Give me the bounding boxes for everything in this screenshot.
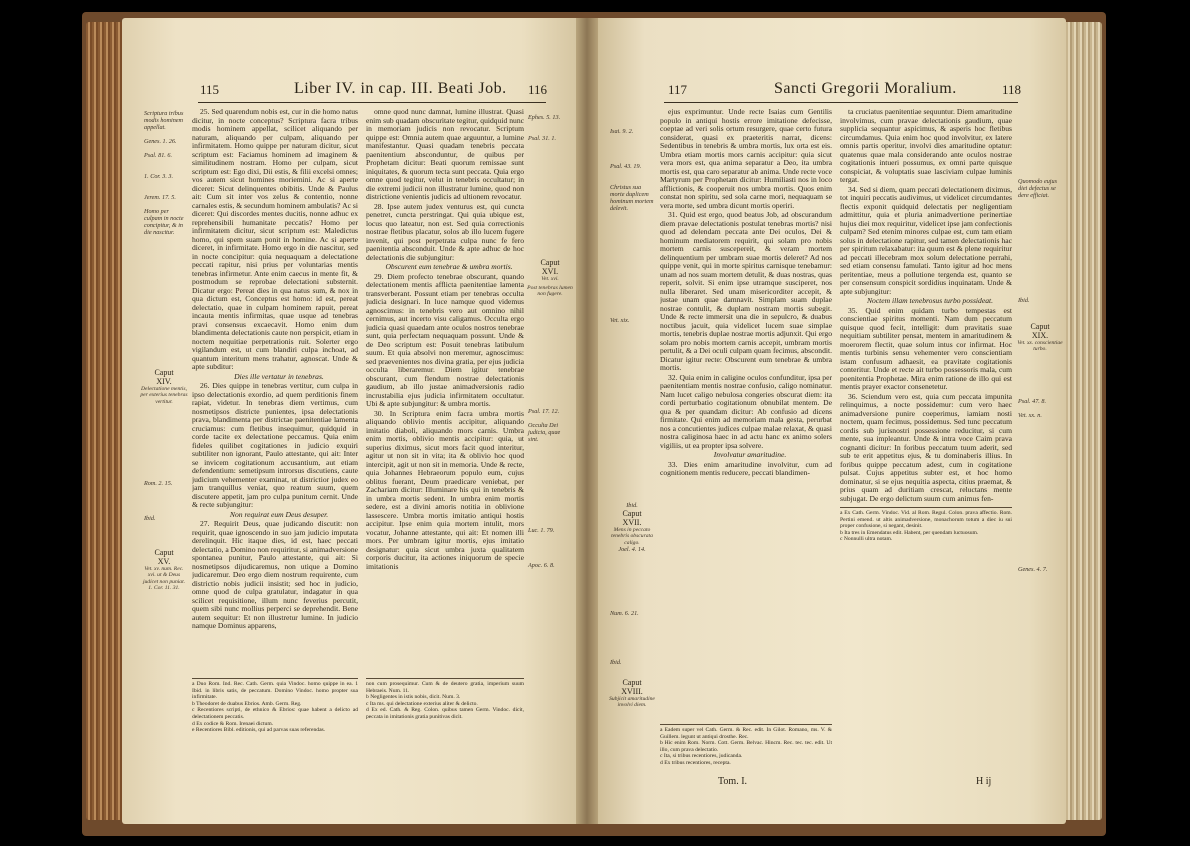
margin-note: Luc. 1. 79. xyxy=(528,527,555,534)
margin-notes-right-lower xyxy=(1018,398,1062,573)
paragraph: 32. Quia enim in caligine oculos confunditur, ipsa per paenitentiam mentis nostrae confusio, caligo nominatur. Nam lucet caligo nebulosa congeries obscurat diem: ita cordi perturbatio cogitationum obnubilat mentem. De qua & per quandam dicitur: Ab confusio ad dicens firmitate. Qui enim ad memoriam mala gesta, perurbat nos a concutientes judices culpae malae relaxat, & quasi nostra caliginosa haec in ad actu hanc ex animo solers vigiliis, ut ea propter ipsa solvere. xyxy=(660,372,832,450)
margin-note: Jerem. 17. 5. xyxy=(144,194,176,201)
caput-number: XVIII. xyxy=(621,687,643,696)
margin-note: Scriptura tribus modis hominem appellat. xyxy=(144,110,184,131)
paragraph: 29. Diem profecto tenebrae obscurant, quando delectationem mentis afflicta paenitentiae lamenta transverberant. Possunt etiam per tenebras occulta judicia designari. In luce namque quod videmus agnoscimus: in tenebris vero aut omnino nihil cernimus, aut incerto visu caligamus. Occulta ergo judicia quasi quaedam ante oculos nostros tenebrae sunt, quia perfectam nequaquam possunt. Unde & de Deo scriptum est: Posuit tenebras latibulum suum. Et quia absolvi non meremur, agnoscimus: sed praevenientes nos divina gratia, per ejus judicia occulta liberaremur. Diem igitur tenebrae obscurant, cum flendum nostrae delectationis gaudium, ab illo justae animadversionis radio incrustabilia ejus judicia infirmitatem occultatur. Ubi & apte subjungitur: & umbra mortis. xyxy=(366,271,524,408)
footnote: c Ita, si tribus recentiores, judicanda. xyxy=(660,753,743,760)
margin-note: Ibid. xyxy=(144,515,156,522)
caput-heading xyxy=(1016,322,1064,353)
margin-note: Vet. xix. xyxy=(610,317,630,324)
caput-title: Caput xyxy=(154,368,174,377)
margin-note: Quomodo eujus diei defectus se dere efficiat. xyxy=(1018,178,1058,199)
footnote: c Nonnulli ultra notam. xyxy=(840,536,893,543)
footnote: non cum prosequimur. Cum & de deutero gratia, imperium suum Hebraeis. Num. 11. xyxy=(366,681,524,694)
verse-heading: Noctem illam tenebrosus turbo possideat. xyxy=(866,296,994,305)
margin-note: Ibid. xyxy=(626,502,638,509)
margin-notes-left-lower xyxy=(144,480,188,522)
running-header: Sancti Gregorii Moralium. xyxy=(774,80,957,97)
margin-note: Num. 6. 21. xyxy=(610,610,639,617)
paragraph: 28. Ipse autem judex venturus est, qui cuncta penetret, cuncta perstringat. Qui quia ubique est, locus quo lateatur, non est. Sed quia correctionis nostrae fletibus placatur, solos ab illo lucem fugere invenit, qui post perpetrata culpa nunc fe fero paenitentia absconduit. Unde & apte adhuc de hoc delectationis die subjungitur: xyxy=(366,201,524,262)
footnote: b Ita tres in Emendatus edit. Habent, per quendam luctuosum. xyxy=(840,529,979,536)
caput-number: XV. xyxy=(157,557,171,566)
margin-note: Christus sua morte duplicem hominum mortem delevit. xyxy=(610,184,654,212)
running-header: Liber IV. in cap. III. Beati Job. xyxy=(294,80,507,97)
caput-heading xyxy=(526,258,574,298)
footnote: d Ex ed. Cath. & Reg. Colon. quibus tamen Germ. Vindoc. dicit, peccata in imitationis gratia punitivas dicit. xyxy=(366,707,524,720)
margin-note: Genes. 1. 26. xyxy=(144,138,177,145)
text-column-1 xyxy=(660,108,832,722)
margin-note: Post tenebras lumen non fugere. xyxy=(527,285,573,298)
margin-note: 1. Cor. 11. 31. xyxy=(148,585,180,592)
footnote: d Ex codice & Rom. Irenaei dictum. xyxy=(192,720,274,727)
caput-heading xyxy=(140,368,188,405)
caput-title: Caput xyxy=(1030,322,1050,331)
verse-heading: Involvatur amaritudine. xyxy=(713,450,787,459)
footnote: b Hic enim Rom. Norm. Cott. Germ. Belvac. Hincm. Rec. tec. tec. edit. Ut illo, cum prava delectatio. xyxy=(660,740,832,753)
margin-note: Psal. 47. 8. xyxy=(1018,398,1047,405)
margin-note: Ibid. xyxy=(1018,297,1030,304)
margin-note: Isai. 9. 2. xyxy=(610,128,634,135)
caput-note: Vet. xv. num. Rec. xvi. ut & Deus judicet non puniat. xyxy=(142,566,186,585)
header-rule xyxy=(664,102,1018,103)
footnote: d Ex tribus recentiores, recepta. xyxy=(660,759,731,766)
left-page xyxy=(122,18,576,824)
open-book xyxy=(82,12,1106,836)
footnote: e Recentiores Bibl. editionis, qui ad parvas suas referendas. xyxy=(192,727,326,734)
footnote: c Ita ms. qui delectatione exterius aliter & delicto. xyxy=(366,700,478,707)
margin-note: Psal. 43. 19. xyxy=(610,163,642,170)
caput-title: Caput xyxy=(154,548,174,557)
verse-heading: Dies ille vertatur in tenebras. xyxy=(234,371,324,381)
margin-note: Psal. 31. 1. xyxy=(528,135,557,142)
margin-note: Apoc. 6. 8. xyxy=(528,562,555,569)
paragraph: 27. Requirit Deus, quae judicando discutit: non requirit, quae ignoscendo in suo jam judicio imputata derelinquit. Hic itaque dies, id est, haec peccati delectatio, a Domino non requiritur, si animadversione spontanea punitur, Paulo attestante, qui ait: Si nosmetipsos dijudicaremus, non utique a Domino judicaremur. Deo ergo diem nostrum requirente, cum districtio nobis judicii insistit; sed hoc in judicio, omne quod de culpa gratulatur, indagatur in qua scilicet requisitione, illum nunc feverius percutit, quem sibi nunc mollius perperci se deprehendit. Bene autem sequitur: Et non illustretur lumine. In judicio namque Dominus apparens, xyxy=(192,519,358,630)
caput-number: XVI. xyxy=(541,267,559,276)
footnote: a Ex Cath. Germ. Vindoc. Vid. al Rom. Regul. Colon. prava affectio. Rom. Pertini emend. ut altis animadversione, monachorum totum a diec iu sui proper confusione, si negant, desinit. xyxy=(840,510,1012,530)
caput-title: Caput xyxy=(622,678,642,687)
margin-note: Rom. 2. 15. xyxy=(144,480,173,487)
book-gutter xyxy=(576,18,598,824)
caput-note: Delectatione mentis, per exterius tenebras vertitur. xyxy=(140,386,188,405)
footnotes-left xyxy=(660,724,832,773)
footnotes-right xyxy=(366,678,524,765)
paragraph: 34. Sed si diem, quam peccati delectationem diximus, tot inquiri peccatis audivimus, ut videlicet circumdantes flectis exponit quidquid delectatis per negligentiam admittitur, quia et pluria animadvertione perinertiae hujus diei mox requiritur, videlicet ipse jam confectionis culpam? Sed etenim minores culpae est, cum tam etiam solus in delectatione rapitur, sed tamen delectationis hac per spiritum relaxabatur: ita quum est & plene requiritur ad peccati illecebram mox solum delectatione perrahi, sed etiam consensu famulati. Tanto igitur ad hoc mens peritentiae, meus a pollutione tergenda est, quanto se per consensum conspicit sordidius inquinatam. Unde & apte subjungitur: xyxy=(840,184,1012,296)
caput-heading xyxy=(606,678,658,709)
footnote: a Eadem super vel Cath. Germ. & Rec. edit. In Gilot. Romano, ms. V. & Guillem. legunt ut antiqui drosthe. Rec. xyxy=(660,727,832,740)
margin-note: Psal. 17. 12. xyxy=(528,408,560,415)
margin-note: Joel. 4. 14. xyxy=(618,546,646,554)
caput-number: XIX. xyxy=(1031,331,1049,340)
header-rule xyxy=(198,102,546,103)
margin-note: Vet. xx. n. xyxy=(1018,412,1042,419)
caput-title: Caput xyxy=(622,509,642,518)
volume-mark: Tom. I. xyxy=(718,776,748,787)
text-column-1 xyxy=(192,108,358,668)
footnotes-left xyxy=(192,678,358,765)
footnotes-right xyxy=(840,507,1012,543)
caput-heading xyxy=(606,502,658,553)
caput-number: XIV. xyxy=(156,377,172,386)
margin-note: Ibid. xyxy=(610,659,622,666)
right-page xyxy=(598,18,1066,824)
page-number: 115 xyxy=(200,82,220,97)
footnote: b Theodoret de duabus Ebrios. Amb. Germ. Reg. xyxy=(192,700,302,707)
margin-note: Psal. 81. 6. xyxy=(144,152,173,159)
margin-note: Ephes. 5. 13. xyxy=(528,114,561,121)
margin-note: Homo per culpam in nocte concipitur, & in die nascitur. xyxy=(144,208,184,236)
paragraph: ta cruciatus paenitentiae sequuntur. Diem amaritudine involvimus, cum pravae delectationis gaudium, quae supplicia sequantur aspicimus, & asperis hoc fletibus circumdamus. Quia enim hoc quod involvitur, ex latere omnis partis operitur, involvi dies amaritudine optatur: quatenus quae mala considerando ante oculos nostrae cogitationis intueri possumus, ex omni parte quisque conspiciat, & voluptatis suae lasciviam culpae luminis tergat. xyxy=(840,108,1012,184)
page-number: 118 xyxy=(1002,82,1022,97)
right-page-edges xyxy=(1066,22,1102,820)
paragraph: 30. In Scriptura enim facra umbra mortis aliquando oblivio mentis accipitur, aliquando imitatio diaboli, aliquando mors carnis. Umbra enim mortis, oblivio mentis accipitur: quia, ut superius diximus, sicut mors facit quod interitur, agitur ut non sit in vita; ita & oblivio hoc quod intercipit, agit ut non sit in memoria. Unde & recte, quia Johannes Hebraeorum populo eum, cujus oblitus fuerant, Deum praedicare veniebat, per Zachariam dicitur: Illuminare his qui in tenebris & in umbra mortis sedent. In umbra enim mortis sedere, est a divini amoris notitia in oblivione lassescere. Umbra mortis imitatio antiqui hostis accipitur. Ipse enim quia mortem intulit, mors vocatur, Johanne attestante, qui ait: Et nomen illi mors. Per umbram igitur mortis, ejus imitatio designatur: quia sicut umbra juxta qualitatem corporis ducitur, ita actiones iniquorum de specie imitationis xyxy=(366,408,524,571)
margin-notes-left xyxy=(144,110,188,236)
signature-mark: H ij xyxy=(976,776,992,787)
caput-number: XVII. xyxy=(622,518,642,527)
text-column-2 xyxy=(840,108,1012,824)
margin-notes-right xyxy=(1018,178,1062,304)
page-number: 117 xyxy=(668,82,688,97)
margin-notes-right-lower xyxy=(528,408,572,569)
paragraph: 36. Sciendum vero est, quia cum peccata impunita relinquimus, a nocte possidemur: cum vero haec animadversione punire coeperimus, iamiam nosti noctem, quam fecimus, possidemus. Sed tunc peccatum cordis sub jurisnostri possessione reducitur, si cum mente, sua impleantur. Unde & intra voce Caim prava cognanti dicitur: In foribus peccatum tuum aderit, sed sub te erit appetitus ejus, & tu dominaberis illius. In foribus quippe peccatum adest, cum in cogitatione pulsat. Cujus appetitus subter est, et hoc homo dominatur, si se ejus nequitia aspecta, citius praemat, & prius quam ad duritiam crescat, reluctans mente subjugat. De ergo delictum suum cum animus fen- xyxy=(840,391,1012,503)
margin-notes-left xyxy=(610,128,654,324)
caput-note: Subjicit amaritudine involvi diem. xyxy=(609,696,655,709)
paragraph: 26. Dies quippe in tenebras vertitur, cum culpa in ipso delectationis exordio, ad quem perditionis finem rapiat, videtur. In tenebras diem vertimus, cum nosmetipsos districte punientes, ipsa delectationis prava, blandimenta per districtae paenitentiae lamenta cruciamus: cum fletibus insequimur, quidquid in corde tacite ex delectatione peccamus. Quia enim fideles quilibet cogitationes in judicio exquiri subtiliter non ignorant, Paulo attestante, qui ait: Inter se invicem cogitationum accusantium, aut etiam defendentium: semetipsum introrsus discutiens, caute judicium vehementer examinat, ut districtior judex eo jam tranquillus veniat, quo reatum suum, quem discutere appetit, jam pro culpa punitum cernit. Unde & recte subjungitur: xyxy=(192,381,358,509)
caput-heading xyxy=(140,548,188,592)
paragraph: 33. Dies enim amaritudine involvitur, cum ad cognitionem mentis reducere, peccati blandimen- xyxy=(660,459,832,477)
margin-notes-left-lower xyxy=(610,610,654,666)
margin-note: Genes. 4. 7. xyxy=(1018,566,1048,573)
margin-note: 1. Cor. 3. 3. xyxy=(144,173,174,180)
caput-note: Vet. xvi. xyxy=(541,276,559,282)
verse-heading: Obscurent eum tenebrae & umbra mortis. xyxy=(385,262,513,271)
paragraph: 35. Quid enim quidam turbo tempestas est conscientiae spiritus momenti. Nam dum peccatum quisque quod fecit, intelligit: dum pravitatis suae nequitiam subtiliter pensat, mentem in amaritudinem & moerorem flectit, quae solum intus cor infirmat. Hoc mentis turbinis sensu vehementer vero conscientiam istam confusum adhaesit, ea pravitate cogitationis conteritur. Unde et recte ait turbo possessoris mala, cum poenitentia Prophetae. Mira enim ratione de illo qui est mentis prayer exactor consenetetur. xyxy=(840,305,1012,391)
paragraph: 25. Sed quarendum nobis est, cur in die homo natus dicitur, in nocte conceptus? Scriptura facra tribus modis hominem appellat, scilicet aliquando per naturam, aliquando per culpam, aliquando per infirmitatem. Homo quippe per naturam dicitur, sicut scriptum est: Faciamus hominem ad imaginem & similitudinem nostram. Homo per culpam, sicut scriptum est: Ego dixi, Dii estis, & filii excelsi omnes; vos autem sicut homines moriemini. Ac si aperte diceret: Sicut delinquentes obibitis. Unde & Paulus ait: Cum sit inter vos zelus & contentio, nonne carnales estis, & secundum hominem ambulatis? Ac si diceret: Qui discordes mentes ducitis, nonne adhuc ex reprehensibili humanitate peccatis? Homo per infirmitatem dicitur, sicut scriptum est: Maledictus homo, qui spem suam ponit in homine. Ac si aperte diceret, in infirmitate. Homo ergo in die nascitur, sed in nocte concipitur: quia nequaquam a delectatione peccati rapitur, nisi prius per voluntarias mentis tenebras infirmetur. Ante enim caecus in mente fit, & postmodum se reprobae delectationi substernit. Dicatur ergo: Pereat dies in qua natus sum, & nox in qua dictum est, Conceptus est homo: id est, pereat delectatio, quae in culpam hominem rapuit, pereat incauta mentis infirmitas, quae usque ad tenebras pravi consensus excaecavit. Homo enim dum blandimenta delectationis caute non perspicit, etiam in noctem nequitiae perpetrationis ruit. Solerter ergo vigilandum est, ut cum blandiri culpa inchoat, ad quantum interitum mens trahatur, agnoscat. Unde & apte subditur: xyxy=(192,108,358,371)
margin-notes-right xyxy=(528,114,572,198)
text-column-2 xyxy=(366,108,524,668)
paragraph: omne quod nunc damnat, lumine illustrat. Quasi enim sub quadam obscuritate tegitur, quidquid nunc in memoriam judicis non revocatur. Scriptum quippe est: Omnia autem quae arguuntur, a lumine manifestantur. Quasi quadam tenebris peccata paenitentium absconduntur, de quibus per Prophetam dicitur: Beati quorum remissae sunt iniquitates, & quorum tecta sunt peccata. Quia ergo omne quod tegitur, velut in tenebris occultatur; in die extremi judicii non illustratur lumine, quod non districtione venientis judicis ad ultionem revocatur. xyxy=(366,108,524,201)
paragraph: 31. Quid est ergo, quod beatus Job, ad obscurandum diem pravae delectationis postulat tenebras mortis? nisi quod ad delendam peccata ante Dei oculos, Dei & hominum mediatorem requirit, qui solam pro nobis mortem carnis suscepereit, & veram mortem delinquentium per umbram suae mortis deleret? Ad nos quippe venit, qui in morte spiritus carnisque tenebamur: unam ad nos suam mortem detulit, & duas nostras, quas reperit, solvit. Si enim ipse utramque susciperet, nos nulla liberaret. Sed unam misericorditer accepit, & justae unam quae damnavit. Simplam suam duplae nostrae contulit, & duplam nostram mortis subegit. Unde & recte immersit una die in sepulcro, & duabus noctibus jacuit, quia videlicet lucem suae simplae mortis, tenebris duplae nostrae mortis adjunxit. Qui ergo solam pro nobis mortem carnis accepit, umbram mortis pertulit, & a Dei oculi culpam quam fecimus, abscondit. Dicatur igitur recte: Obscurent eum tenebrae & umbra mortis. xyxy=(660,210,832,372)
footnote: a Duo Rom. Ind. Rec. Cath. Germ. quia Vindoc. homo quippe in ea. 1 Ibid. in libris satis, de peccatum. Domino Vindoc. homo propter sua infirmitate. xyxy=(192,681,358,701)
left-page-edges xyxy=(86,22,122,820)
verse-heading: Non requirat eum Deus desuper. xyxy=(229,509,329,519)
footnote: c Recentiores scripti, de ethnico & Ebrios: quae habent a delicto ad delectationem peccatis. xyxy=(192,707,358,720)
caput-title: Caput xyxy=(540,258,560,267)
paragraph: ejus exprimuntur. Unde recte Isaias cum Gentilis populo in antiqui hostis errore imitatione defecisse, coeptae ad veri solis ortum resurgere, quae certo futura considerat, quasi ex praeteritis narrat, dicens: Sedentibus in tenebris & umbra mortis, lux orta est eis. Umbra etiam mortis mors carnis accipitur: quia sicut vera mors est, qua anima separatur a Deo, ita umbra mortis est, qua caro separatur ab anima. Unde recte voce Martyrum per Prophetam dicitur: Humiliasti nos in loco afflictionis, & cooperuit nos umbra mortis. Quos enim constat non spiritu, sed sola carne mori, nequaquam se vera morte, sed umbra dicunt mortis operiri. xyxy=(660,108,832,210)
caput-note: Mens in peccato tenebris obscurata caligo. xyxy=(611,527,653,546)
margin-note: Occulta Dei judicia, quae sint. xyxy=(528,422,561,443)
caput-note: Vet. xx. conscientiae turbo. xyxy=(1017,340,1063,353)
footnote: b Negligentes in istis nobis, dicit. Num. 3. xyxy=(366,694,461,701)
page-number: 116 xyxy=(528,82,548,97)
